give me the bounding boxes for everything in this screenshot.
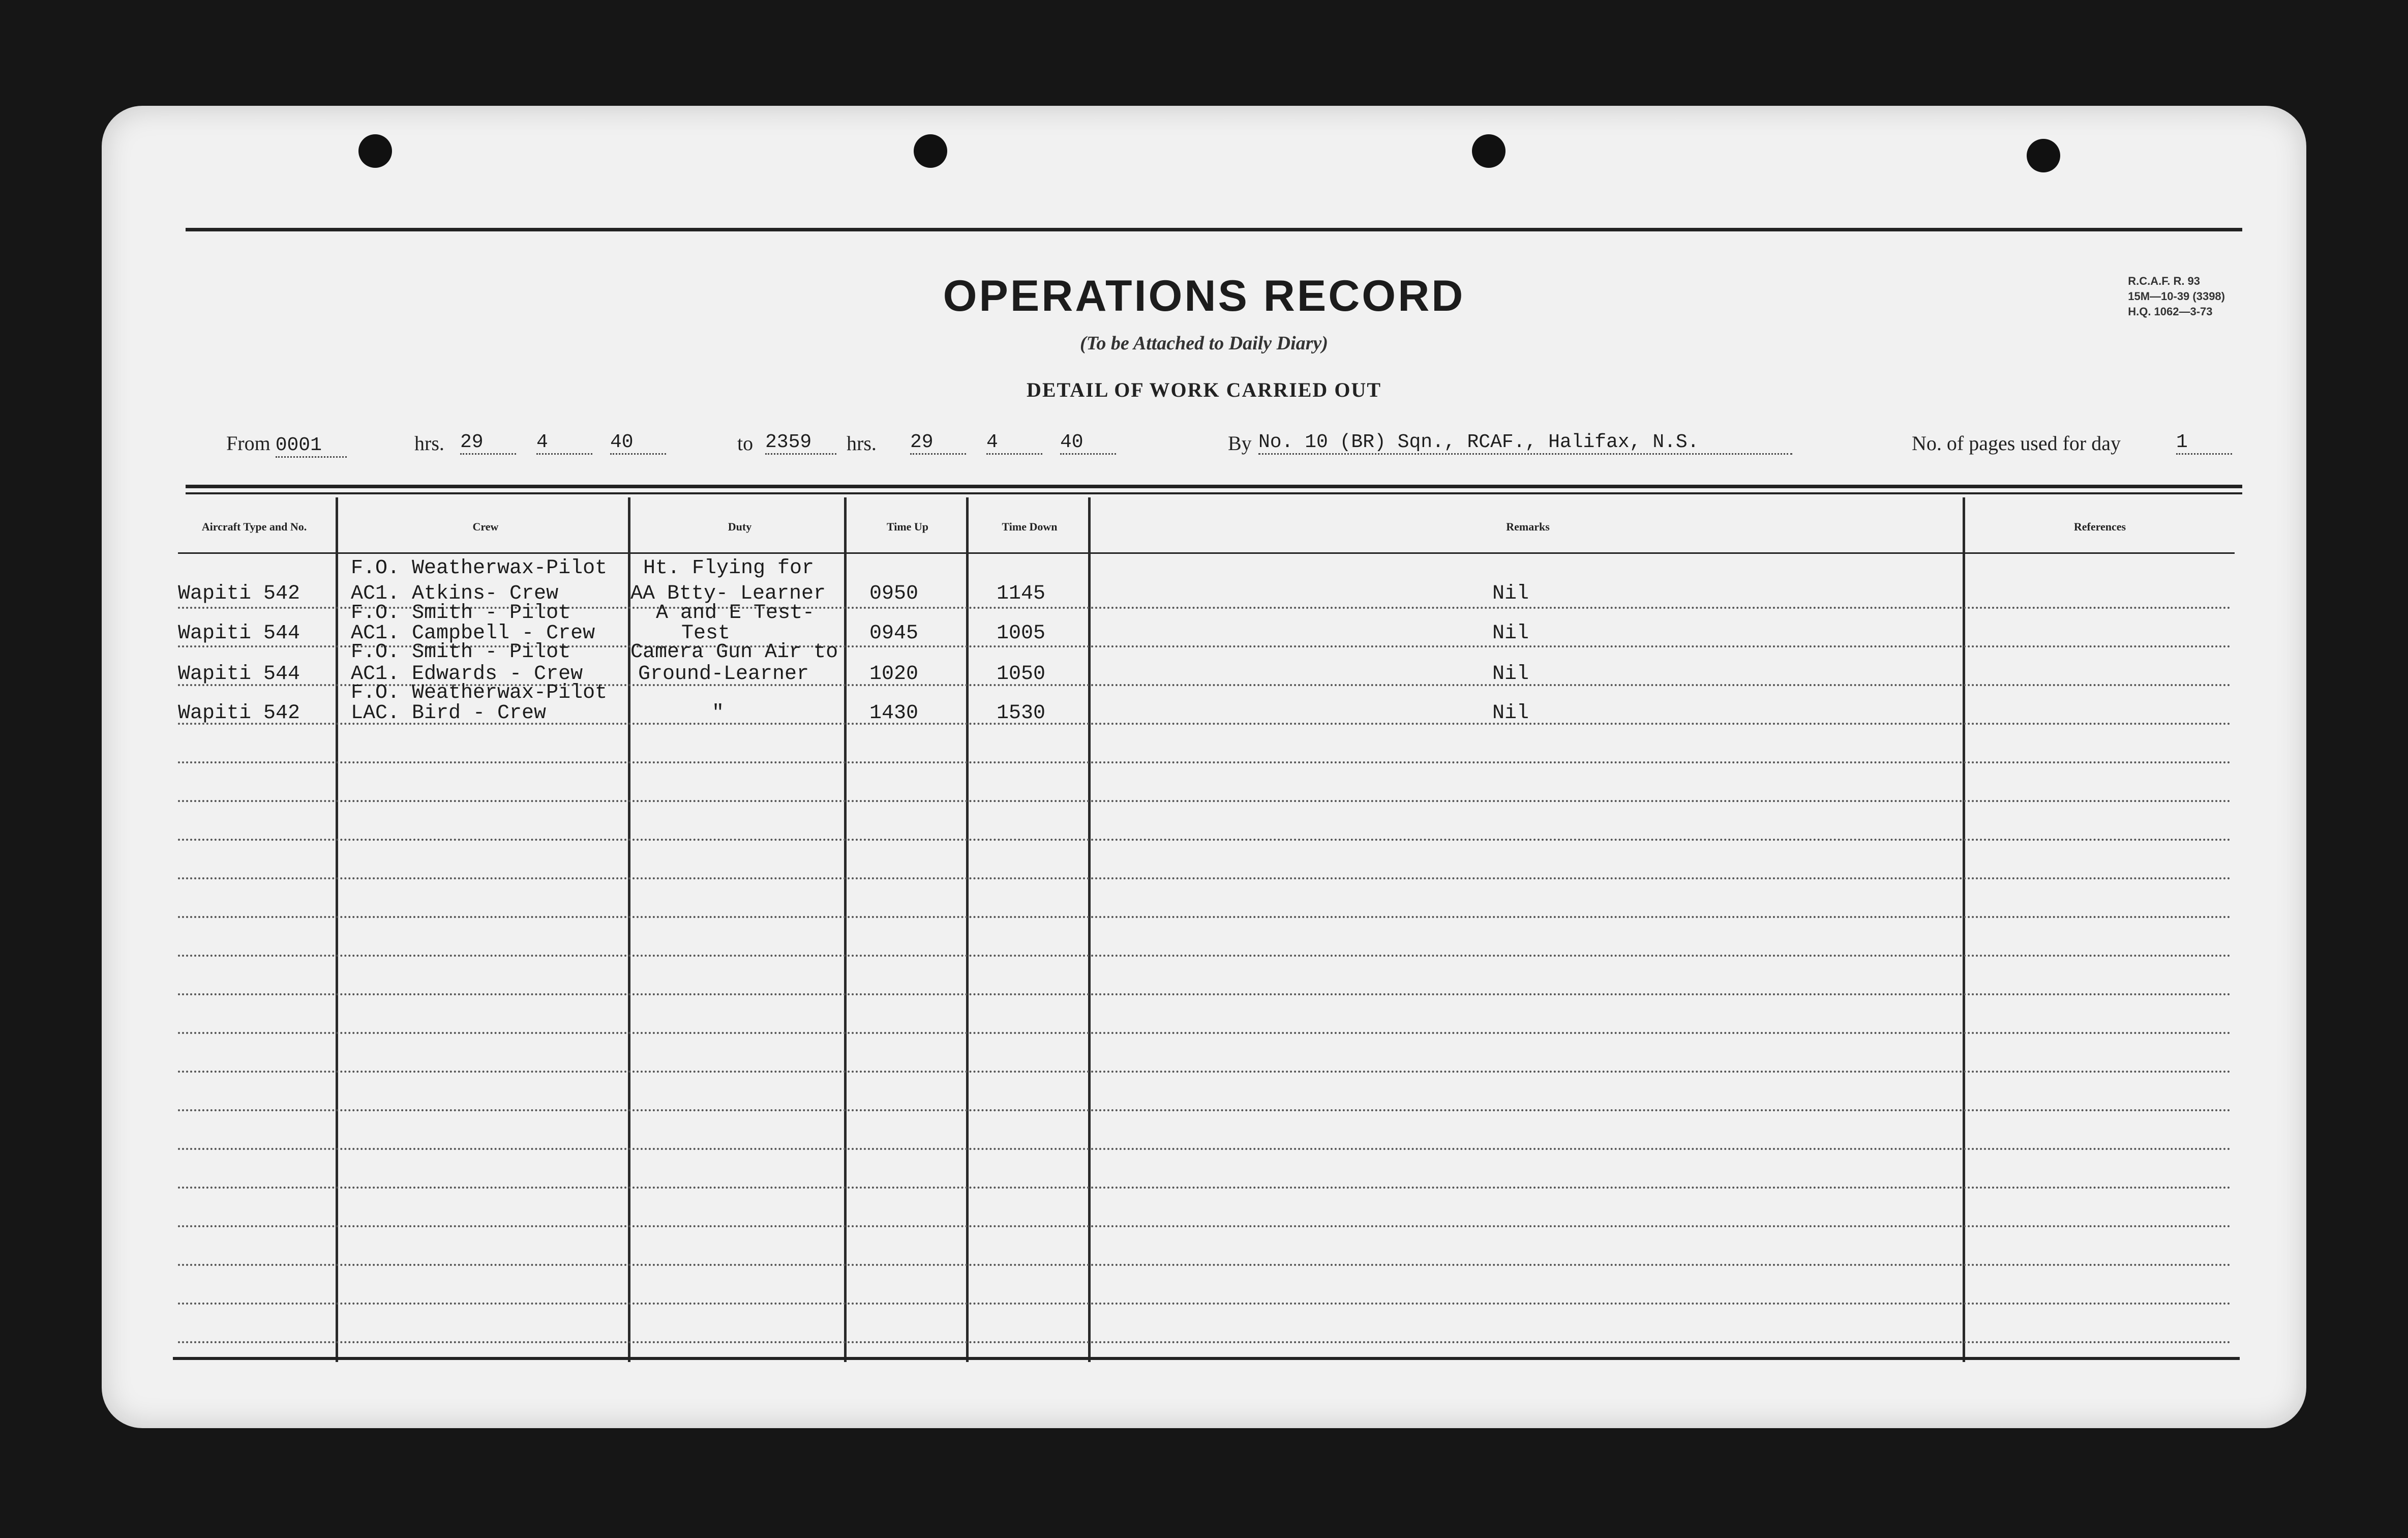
ruled-line	[178, 1303, 2232, 1305]
form-ref-line: 15M—10-39 (3398)	[2128, 290, 2225, 303]
punch-hole	[2027, 139, 2060, 172]
to-month: 4	[986, 431, 1042, 455]
cell-crew-line1: F.O. Weatherwax-Pilot	[351, 682, 608, 704]
top-rule	[186, 228, 2242, 231]
ruled-line	[178, 993, 2232, 995]
column-divider	[844, 497, 847, 1362]
cell-crew-line2: AC1. Edwards - Crew	[351, 663, 583, 686]
cell-aircraft: Wapiti 544	[178, 622, 300, 645]
cell-duty-line2: "	[712, 702, 725, 725]
page-title: OPERATIONS RECORD	[943, 272, 1465, 320]
cell-time-down: 1530	[997, 702, 1046, 725]
to-day: 29	[910, 431, 966, 455]
col-crew: Crew	[472, 520, 499, 533]
column-divider	[1963, 497, 1965, 1362]
cell-aircraft: Wapiti 544	[178, 663, 300, 686]
ruled-line	[178, 1187, 2232, 1189]
form-reference	[2128, 274, 2225, 319]
ruled-line	[178, 1148, 2232, 1150]
table-top-rule-2	[186, 492, 2242, 494]
punch-hole	[358, 134, 392, 168]
table-top-rule	[186, 485, 2242, 488]
ruled-line	[178, 955, 2232, 957]
cell-remarks: Nil	[1492, 702, 1529, 725]
header-bottom-rule	[178, 552, 2235, 554]
cell-time-down: 1005	[997, 622, 1046, 645]
cell-duty-line1: Camera Gun Air to	[630, 641, 838, 664]
page-subtitle: (To be Attached to Daily Diary)	[1080, 333, 1328, 354]
from-label: From	[226, 432, 270, 455]
ruled-line	[178, 916, 2232, 918]
cell-duty-line1: Ht. Flying for	[643, 557, 815, 580]
cell-remarks: Nil	[1492, 622, 1529, 645]
ruled-line	[178, 800, 2232, 802]
to-time: 2359	[765, 431, 836, 455]
cell-remarks: Nil	[1492, 582, 1529, 605]
col-time-down: Time Down	[1002, 520, 1058, 533]
cell-aircraft: Wapiti 542	[178, 582, 300, 605]
col-time-up: Time Up	[886, 520, 929, 533]
cell-crew-line2: AC1. Atkins- Crew	[351, 582, 559, 605]
column-divider	[336, 497, 338, 1362]
cell-crew-line1: F.O. Smith - Pilot	[351, 602, 571, 625]
cell-time-up: 0950	[869, 582, 919, 605]
cell-time-down: 1145	[997, 582, 1046, 605]
to-label: to	[737, 432, 754, 455]
cell-duty-line2: AA Btty- Learner	[630, 582, 826, 605]
col-aircraft: Aircraft Type and No.	[201, 520, 307, 533]
form-ref-line: R.C.A.F. R. 93	[2128, 275, 2201, 287]
cell-duty-line2: Test	[681, 622, 731, 645]
ruled-line	[178, 761, 2232, 763]
period-row	[226, 431, 347, 458]
cell-time-up: 1020	[869, 663, 919, 686]
cell-crew-line1: F.O. Weatherwax-Pilot	[351, 557, 608, 580]
cell-time-up: 1430	[869, 702, 919, 725]
ruled-line	[178, 1071, 2232, 1073]
col-duty: Duty	[728, 520, 752, 533]
cell-time-up: 0945	[869, 622, 919, 645]
by-label: By	[1228, 432, 1252, 455]
cell-duty-line2: Ground-Learner	[638, 663, 809, 686]
hrs-label: hrs.	[414, 432, 444, 455]
cell-remarks: Nil	[1492, 663, 1529, 686]
ruled-line	[178, 839, 2232, 841]
table-bottom-rule	[173, 1357, 2240, 1360]
cell-time-down: 1050	[997, 663, 1046, 686]
cell-duty-line1: A and E Test-	[656, 602, 815, 625]
from-month: 4	[536, 431, 592, 455]
hrs-label-2: hrs.	[847, 432, 877, 455]
from-year: 40	[610, 431, 666, 455]
ruled-line	[178, 1264, 2232, 1266]
col-remarks: Remarks	[1506, 520, 1550, 533]
ruled-line	[178, 1225, 2232, 1227]
pages-value: 1	[2176, 431, 2232, 455]
punch-hole	[914, 134, 947, 168]
cell-aircraft: Wapiti 542	[178, 702, 300, 725]
cell-crew-line2: LAC. Bird - Crew	[351, 702, 547, 725]
ruled-line	[178, 1341, 2232, 1343]
cell-crew-line2: AC1. Campbell - Crew	[351, 622, 595, 645]
cell-crew-line1: F.O. Smith - Pilot	[351, 641, 571, 664]
punch-hole	[1472, 134, 1506, 168]
form-ref-line: H.Q. 1062—3-73	[2128, 305, 2213, 318]
column-divider	[1088, 497, 1091, 1362]
ruled-line	[178, 1109, 2232, 1111]
ruled-line	[178, 1032, 2232, 1034]
from-time: 0001	[276, 434, 347, 458]
from-day: 29	[460, 431, 516, 455]
ruled-line	[178, 877, 2232, 879]
column-divider	[628, 497, 630, 1362]
section-heading: DETAIL OF WORK CARRIED OUT	[1026, 378, 1381, 401]
to-year: 40	[1060, 431, 1116, 455]
pages-label: No. of pages used for day	[1912, 432, 2121, 455]
by-unit: No. 10 (BR) Sqn., RCAF., Halifax, N.S.	[1258, 431, 1792, 455]
column-divider	[966, 497, 969, 1362]
operations-record-card	[102, 106, 2306, 1428]
col-references: References	[2073, 520, 2126, 533]
